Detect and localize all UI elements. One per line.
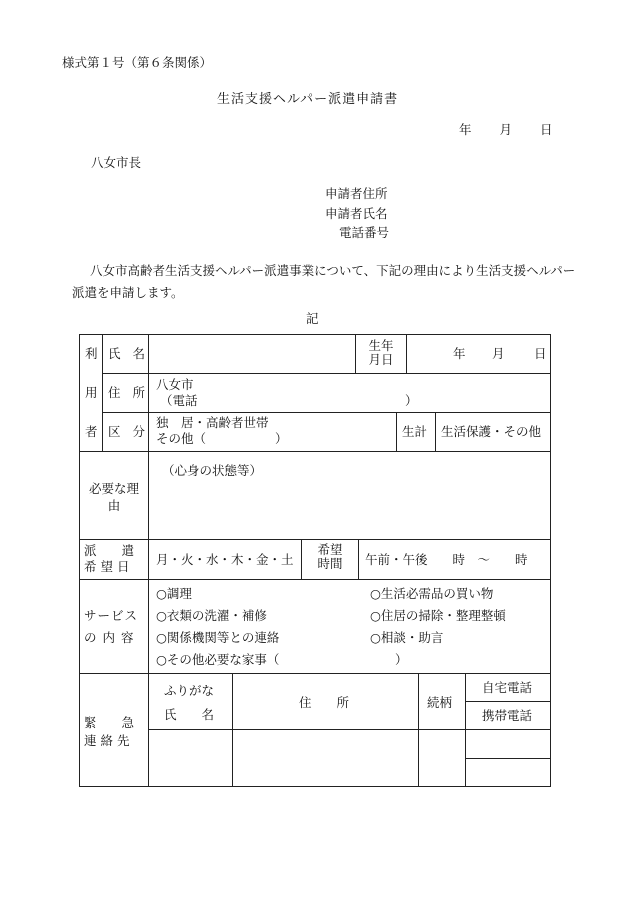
ki-mark: 記: [306, 311, 319, 326]
birth-label-line2: 月日: [368, 352, 394, 368]
category-other-close: ）: [275, 431, 288, 446]
service-label-line1: サービス: [84, 608, 139, 623]
time-label: [303, 543, 357, 572]
address-phone-close: ）: [405, 393, 418, 408]
date-day-label: 日: [540, 122, 553, 137]
reason-hint: （心身の状態等）: [162, 463, 263, 478]
relation-label: 続柄: [427, 695, 453, 710]
birth-label: [357, 339, 405, 368]
service-other: ○その他必要な家事（: [156, 652, 280, 667]
user-label-char-1: 利: [85, 346, 98, 361]
applicant-name-label: 申請者氏名: [325, 206, 388, 221]
home-phone-label: 自宅電話: [482, 680, 533, 695]
category-label: 区 分: [108, 424, 149, 439]
date-year-label: 年: [459, 122, 472, 137]
addressee: 八女市長: [91, 155, 142, 170]
livelihood-label: 生計: [402, 424, 428, 439]
dispatch-days-options: 月・火・水・木・金・土: [156, 552, 294, 567]
name-label: 氏 名: [108, 346, 149, 361]
applicant-phone-label: 電話番号: [339, 225, 390, 240]
dispatch-label-line2: 希 望 日: [84, 559, 130, 575]
address-phone-label: （電話: [160, 393, 198, 408]
service-cleaning: ○住居の掃除・整理整頓: [370, 608, 506, 623]
livelihood-options: 生活保護・その他: [441, 424, 542, 439]
user-label-char-3: 者: [85, 424, 98, 439]
mobile-phone-label: 携帯電話: [482, 708, 533, 723]
user-label-char-2: 用: [85, 385, 98, 400]
address-label: 住 所: [108, 385, 149, 400]
user-name-field[interactable]: [150, 336, 354, 372]
time-label-line2: 時間: [317, 556, 343, 572]
service-laundry: ○衣類の洗濯・補修: [156, 608, 267, 623]
form-number: 様式第１号（第６条関係）: [62, 55, 213, 70]
birth-day-label: 日: [534, 346, 547, 361]
contact-address-label: 住 所: [299, 695, 350, 710]
emergency-label-line2: 連 絡 先: [84, 732, 130, 748]
reason-label: [80, 481, 148, 515]
dispatch-label-line1: 派 遣: [84, 543, 135, 558]
time-label-line1: 希望: [317, 542, 343, 557]
birth-year-label: 年: [453, 346, 466, 361]
dispatch-label: [84, 543, 134, 576]
service-liaison: ○関係機関等との連絡: [156, 630, 280, 645]
reason-label-line1: 必要な理: [88, 481, 139, 496]
birth-month-label: 月: [492, 346, 505, 361]
request-text: 八女市高齢者生活支援ヘルパー派遣事業について、下記の理由により生活支援ヘルパー派遣を申請します。: [72, 263, 576, 300]
applicant-address-label: 申請者住所: [325, 186, 388, 201]
furigana-label: ふりがな: [164, 683, 215, 698]
emergency-label-line1: 緊 急: [84, 715, 135, 730]
service-label-line2: の 内 容: [84, 629, 135, 645]
service-other-close: ）: [395, 652, 408, 667]
category-option-other: その他（: [156, 431, 207, 446]
service-cooking: ○調理: [156, 586, 192, 601]
time-options: 午前・午後 時 ～ 時: [365, 552, 528, 567]
birth-label-line1: 生年: [368, 338, 394, 353]
form-title: 生活支援ヘルパー派遣申請書: [217, 92, 399, 107]
reason-label-line2: 由: [107, 497, 121, 513]
address-city: 八女市: [156, 377, 194, 392]
service-label: [84, 605, 138, 649]
date-month-label: 月: [499, 122, 513, 137]
service-consultation: ○相談・助言: [370, 630, 444, 645]
emergency-label: [84, 714, 134, 749]
contact-name-label: 氏 名: [164, 707, 215, 722]
service-shopping: ○生活必需品の買い物: [370, 586, 494, 601]
category-option-line1: 独 居・高齢者世帯: [156, 415, 269, 430]
